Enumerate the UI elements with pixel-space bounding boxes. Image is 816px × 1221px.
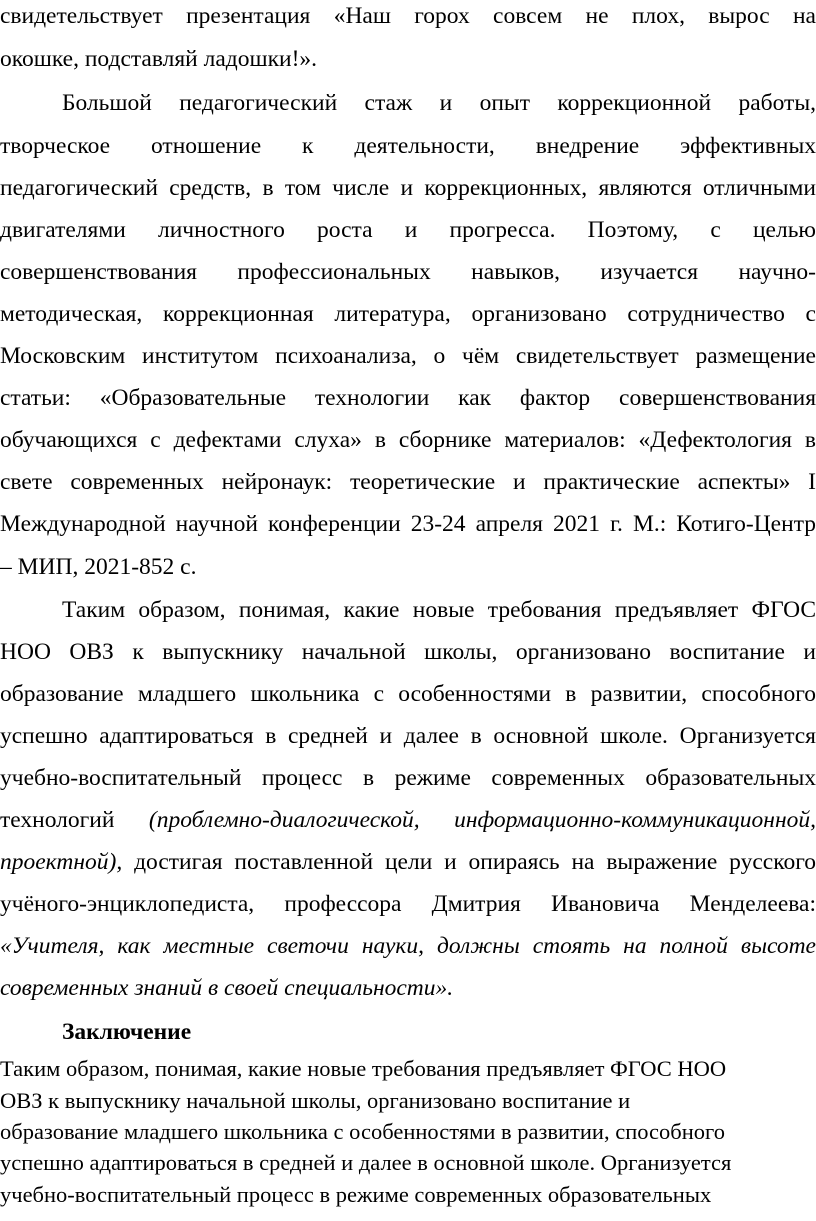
paragraph-2-line-7: Московским институтом психоанализа, о чём свидетельствует размещение [0, 343, 816, 369]
paragraph-3-line-1: Таким образом, понимая, какие новые требования предъявляет ФГОС [62, 597, 816, 623]
paragraph-3-line-7-plain: достигая поставленной цели и опираясь на выражение русского [134, 849, 816, 875]
paragraph-3-line-5: учебно-воспитательный процесс в режиме современных образовательных [0, 765, 816, 791]
paragraph-3-line-8: учёного-энциклопедиста, профессора Дмитрия Ивановича Менделеева: [0, 891, 816, 917]
paragraph-1-line-1: свидетельствует презентация «Наш горох совсем не плох, вырос на [0, 3, 816, 29]
paragraph-3-line-6-italic: (проблемно-диалогической, информационно-коммуникационной, [148, 807, 816, 833]
paragraph-2-line-1: Большой педагогический стаж и опыт коррекционной работы, [62, 90, 816, 116]
quote-line-1: «Учителя, как местные светочи науки, должны стоять на полной высоте [0, 933, 816, 959]
conclusion-line-2: ОВЗ к выпускнику начальной школы, организовано воспитание и [0, 1088, 631, 1113]
paragraph-3-line-6-plain: технологий [0, 807, 115, 833]
paragraph-2-line-2: творческое отношение к деятельности, внедрение эффективных [0, 133, 816, 159]
conclusion-line-1: Таким образом, понимая, какие новые требования предъявляет ФГОС НОО [0, 1056, 727, 1081]
conclusion-line-4: успешно адаптироваться в средней и далее в основной школе. Организуется [0, 1150, 732, 1175]
quote-line-2: современных знаний в своей специальности». [0, 975, 454, 1001]
paragraph-2-line-10: свете современных нейронаук: теоретические и практические аспекты» I [0, 469, 816, 495]
paragraph-2-line-6: методическая, коррекционная литература, организовано сотрудничество с [0, 301, 816, 327]
paragraph-2-line-8: статьи: «Образовательные технологии как фактор совершенствования [0, 385, 816, 411]
paragraph-2-line-11: Международной научной конференции 23-24 апреля 2021 г. М.: Котиго-Центр [0, 511, 816, 537]
paragraph-3-line-7-italic: проектной), [0, 849, 123, 875]
conclusion-line-5: учебно-воспитательный процесс в режиме современных образовательных [0, 1182, 712, 1207]
paragraph-2-line-4: двигателями личностного роста и прогресса. Поэтому, с целью [0, 217, 816, 243]
paragraph-2-line-3: педагогический средств, в том числе и коррекционных, являются отличными [0, 175, 816, 201]
paragraph-3-line-6 [0, 805, 816, 835]
paragraph-3-line-2: НОО ОВЗ к выпускнику начальной школы, организовано воспитание и [0, 639, 816, 665]
conclusion-line-3: образование младшего школьника с особенностями в развитии, способного [0, 1119, 725, 1144]
paragraph-3-line-4: успешно адаптироваться в средней и далее в основной школе. Организуется [0, 723, 816, 749]
paragraph-1-line-2: окошке, подставляй ладошки!». [0, 46, 318, 72]
paragraph-2-line-9: обучающихся с дефектами слуха» в сборнике материалов: «Дефектология в [0, 427, 816, 453]
paragraph-2-line-5: совершенствования профессиональных навыков, изучается научно- [0, 259, 816, 285]
paragraph-3-line-3: образование младшего школьника с особенностями в развитии, способного [0, 681, 816, 707]
section-heading: Заключение [62, 1019, 192, 1045]
paragraph-3-line-7 [0, 847, 816, 877]
paragraph-2-line-12: – МИП, 2021-852 с. [0, 554, 197, 580]
